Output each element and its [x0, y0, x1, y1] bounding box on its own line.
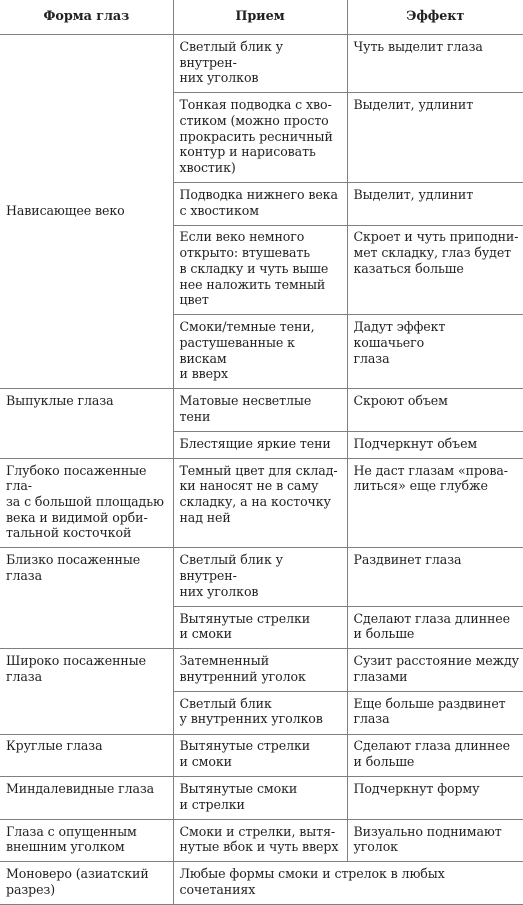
effect-cell: Визуально поднимают уголок — [347, 819, 523, 862]
technique-cell: Светлый блик у внутрен- них уголков — [173, 548, 347, 606]
effect-cell: Чуть выделит глаза — [347, 35, 523, 93]
header-eye-shape: Форма глаз — [0, 0, 173, 35]
effect-cell: Скроет и чуть приподни- мет складку, глаз будет казаться больше — [347, 225, 523, 315]
technique-cell: Смоки и стрелки, вытя- нутые вбок и чуть вверх — [173, 819, 347, 862]
technique-cell: Если веко немного открыто: втушевать в складку и чуть выше нее наложить темный цвет — [173, 225, 347, 315]
technique-cell: Вытянутые смоки и стрелки — [173, 777, 347, 820]
header-effect: Эффект — [347, 0, 523, 35]
eye-shape-cell: Близко посаженные глаза — [0, 548, 173, 649]
effect-cell: Скроют объем — [347, 389, 523, 432]
table-row — [0, 649, 523, 692]
table-row — [0, 819, 523, 862]
table-row — [0, 734, 523, 777]
technique-cell: Тонкая подводка с хво- стиком (можно просто прокрасить ресничный контур и нарисовать хвостик) — [173, 93, 347, 183]
technique-cell: Подводка нижнего века с хвостиком — [173, 183, 347, 226]
header-technique: Прием — [173, 0, 347, 35]
eye-shape-cell: Выпуклые глаза — [0, 389, 173, 458]
effect-cell: Не даст глазам «прова- литься» еще глубже — [347, 458, 523, 548]
eye-shape-cell: Миндалевидные глаза — [0, 777, 173, 820]
technique-cell: Вытянутые стрелки и смоки — [173, 734, 347, 777]
effect-cell: Еще больше раздвинет глаза — [347, 691, 523, 734]
effect-cell: Выделит, удлинит — [347, 93, 523, 183]
eye-shape-cell: Глубоко посаженные гла- за с большой площадью века и видимой орби- тальной косточкой — [0, 458, 173, 548]
effect-cell: Выделит, удлинит — [347, 183, 523, 226]
effect-cell: Дадут эффект кошачьего глаза — [347, 315, 523, 389]
eye-shape-cell: Глаза с опущенным внешним уголком — [0, 819, 173, 862]
technique-cell: Светлый блик у внутрен- них уголков — [173, 35, 347, 93]
effect-cell: Сделают глаза длиннее и больше — [347, 734, 523, 777]
table-row — [0, 548, 523, 606]
table-row — [0, 862, 523, 905]
effect-cell: Сделают глаза длиннее и больше — [347, 606, 523, 649]
effect-cell: Подчеркнут форму — [347, 777, 523, 820]
technique-cell: Темный цвет для склад- ки наносят не в саму складку, а на косточку над ней — [173, 458, 347, 548]
technique-cell: Матовые несветлые тени — [173, 389, 347, 432]
effect-cell: Сузит расстояние между глазами — [347, 649, 523, 692]
technique-cell: Светлый блик у внутренних уголков — [173, 691, 347, 734]
eye-shape-cell: Круглые глаза — [0, 734, 173, 777]
technique-cell: Вытянутые стрелки и смоки — [173, 606, 347, 649]
eye-shape-cell: Нависающее веко — [0, 35, 173, 389]
table-row — [0, 458, 523, 548]
effect-cell: Подчеркнут объем — [347, 431, 523, 458]
merged-technique-cell: Любые формы смоки и стрелок в любых сочетаниях — [173, 862, 523, 905]
table-header-row — [0, 0, 523, 35]
effect-cell: Раздвинет глаза — [347, 548, 523, 606]
technique-cell: Затемненный внутренний уголок — [173, 649, 347, 692]
table-body — [0, 35, 523, 905]
table-row — [0, 777, 523, 820]
table-row — [0, 389, 523, 432]
eye-shape-cell: Широко посаженные глаза — [0, 649, 173, 734]
technique-cell: Блестящие яркие тени — [173, 431, 347, 458]
technique-cell: Смоки/темные тени, растушеванные к вискам и вверх — [173, 315, 347, 389]
table-row — [0, 35, 523, 93]
eye-shape-cell: Моноверо (азиатский разрез) — [0, 862, 173, 905]
